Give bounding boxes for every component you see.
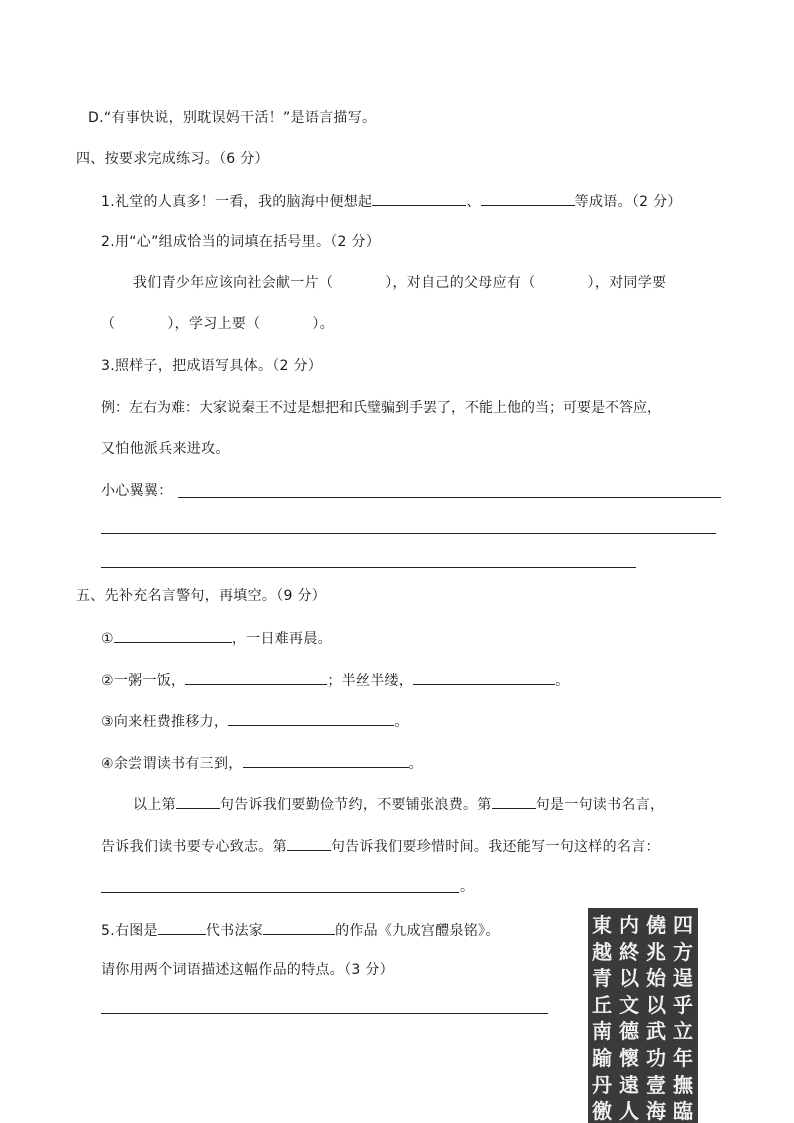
summary-line-3-period: 。 [460,879,475,895]
question-3-title: 3.照样子，把成语写具体。（2 分） [101,358,323,374]
calligraphy-character: 丹 [592,1072,612,1097]
sentence-number-blank-1[interactable] [176,794,220,809]
quote-item-3 [101,711,409,731]
summary-line-1 [133,794,664,814]
quote-4-text-b: 。 [408,756,423,772]
summary-line-2 [101,836,660,856]
q2-text-e: ），学习上要（ [167,316,261,332]
calligrapher-blank[interactable] [263,920,335,935]
calligraphy-character: 撫 [673,1072,693,1097]
calligraphy-character: 遠 [619,1072,639,1097]
calligraphy-character: 海 [646,1099,666,1123]
calligraphy-column-3 [616,912,642,1123]
question-2-title: 2.用“心”组成恰当的词填在括号里。（2 分） [101,234,381,250]
calligraphy-character: 文 [619,992,639,1017]
calligraphy-character: 東 [592,913,612,937]
option-d-text: D.“有事快说，别耽误妈干活！”是语言描写。 [88,110,377,126]
quote-blank-4[interactable] [228,711,394,726]
calligraphy-character: 功 [646,1045,666,1070]
idiom-blank-1[interactable] [372,191,466,206]
calligraphy-character: 踰 [592,1045,612,1070]
calligraphy-character: 以 [646,992,666,1017]
calligraphy-character: 兆 [646,939,666,964]
answer-line-2[interactable] [101,533,716,534]
quote-4-text-a: ④余尝谓读书有三到， [101,756,243,772]
summary-text-b: 句告诉我们要勤俭节约，不要铺张浪费。第 [219,797,492,813]
calligraphy-character: 内 [619,913,639,937]
calligraphy-character: 僥 [646,913,666,937]
question-1-text-after: 等成语。（2 分） [574,194,682,210]
quote-blank-2[interactable] [185,670,327,685]
quote-blank-1[interactable] [114,628,232,643]
quote-2-text-a: ②一粥一饭， [101,673,186,689]
question-2-line-2 [101,315,334,333]
calligraphy-character: 年 [673,1045,693,1070]
question-2-line-1 [133,274,666,292]
quote-1-marker: ① [101,631,114,647]
calligraphy-character: 德 [619,1019,639,1044]
question-3-prompt: 小心翼翼： [101,483,173,499]
q5-text-b: 代书法家 [205,923,264,939]
calligraphy-character: 丘 [592,992,612,1017]
calligraphy-character: 青 [592,966,612,991]
answer-line-1[interactable] [178,497,721,498]
calligraphy-character: 人 [619,1099,639,1123]
quote-1-text: ，一日难再晨。 [231,631,332,647]
description-answer-line[interactable] [101,1013,548,1014]
question-1-text-before: 1.礼堂的人真多！一看，我的脑海中便想起 [101,194,373,210]
summary-text-c: 句是一句读书名言， [535,797,665,813]
calligraphy-character: 壹 [646,1072,666,1097]
calligraphy-column-1 [670,912,696,1123]
calligraphy-column-4 [589,912,615,1123]
calligraphy-character: 四 [673,913,693,937]
quote-blank-3[interactable] [413,670,555,685]
section-5-title: 五、先补充名言警句，再填空。（9 分） [76,588,327,604]
summary-text-d: 告诉我们读书要专心致志。第 [101,839,287,855]
q2-text-c: ），对同学要 [587,275,667,291]
calligraphy-image [588,908,698,1123]
q5-text-a: 5.右图是 [101,923,158,939]
q5-text-c: 的作品《九成宫醴泉铭》。 [335,923,500,939]
calligraphy-character: 南 [592,1019,612,1044]
sentence-number-blank-2[interactable] [492,794,536,809]
calligraphy-character: 方 [673,939,693,964]
calligraphy-character: 武 [646,1019,666,1044]
q2-text-d: （ [101,316,116,332]
dynasty-blank[interactable] [158,920,206,935]
q2-text-f: ）。 [312,316,335,332]
answer-line-3[interactable] [101,567,636,568]
calligraphy-character: 逞 [673,966,693,991]
quote-2-text-c: 。 [555,673,570,689]
own-quote-line[interactable] [101,892,459,893]
quote-3-text-b: 。 [394,714,409,730]
sentence-number-blank-3[interactable] [287,836,331,851]
calligraphy-character: 越 [592,939,612,964]
calligraphy-character: 始 [646,966,666,991]
calligraphy-character: 徼 [592,1099,612,1123]
quote-item-2 [101,670,569,690]
calligraphy-character: 以 [619,966,639,991]
section-4-title: 四、按要求完成练习。（6 分） [76,151,269,167]
calligraphy-character: 立 [673,1019,693,1044]
idiom-blank-2[interactable] [481,191,575,206]
quote-item-1 [101,628,332,648]
q2-text-b: ），对自己的父母应有（ [385,275,536,291]
calligraphy-column-2 [643,912,669,1123]
question-5-line-2: 请你用两个词语描述这幅作品的特点。（3 分） [101,962,394,978]
summary-text-a: 以上第 [133,797,176,813]
summary-text-e: 句告诉我们要珍惜时间。我还能写一句这样的名言： [330,839,660,855]
question-3-example-line-2: 又怕他派兵来进攻。 [101,441,230,457]
calligraphy-character: 終 [619,939,639,964]
quote-3-text-a: ③向来枉费推移力， [101,714,229,730]
quote-2-text-b: ；半丝半缕， [327,673,414,689]
question-1-separator: 、 [466,194,481,210]
question-1 [101,191,682,211]
quote-blank-5[interactable] [243,753,409,768]
quote-item-4 [101,753,423,773]
q2-text-a: 我们青少年应该向社会献一片（ [133,275,334,291]
calligraphy-character: 臨 [673,1099,693,1123]
calligraphy-character: 乎 [673,992,693,1017]
question-5-line-1 [101,920,500,940]
calligraphy-character: 懷 [619,1045,639,1070]
question-3-example-line-1: 例：左右为难：大家说秦王不过是想把和氏璧骗到手罢了，不能上他的当；可要是不答应， [101,400,661,416]
